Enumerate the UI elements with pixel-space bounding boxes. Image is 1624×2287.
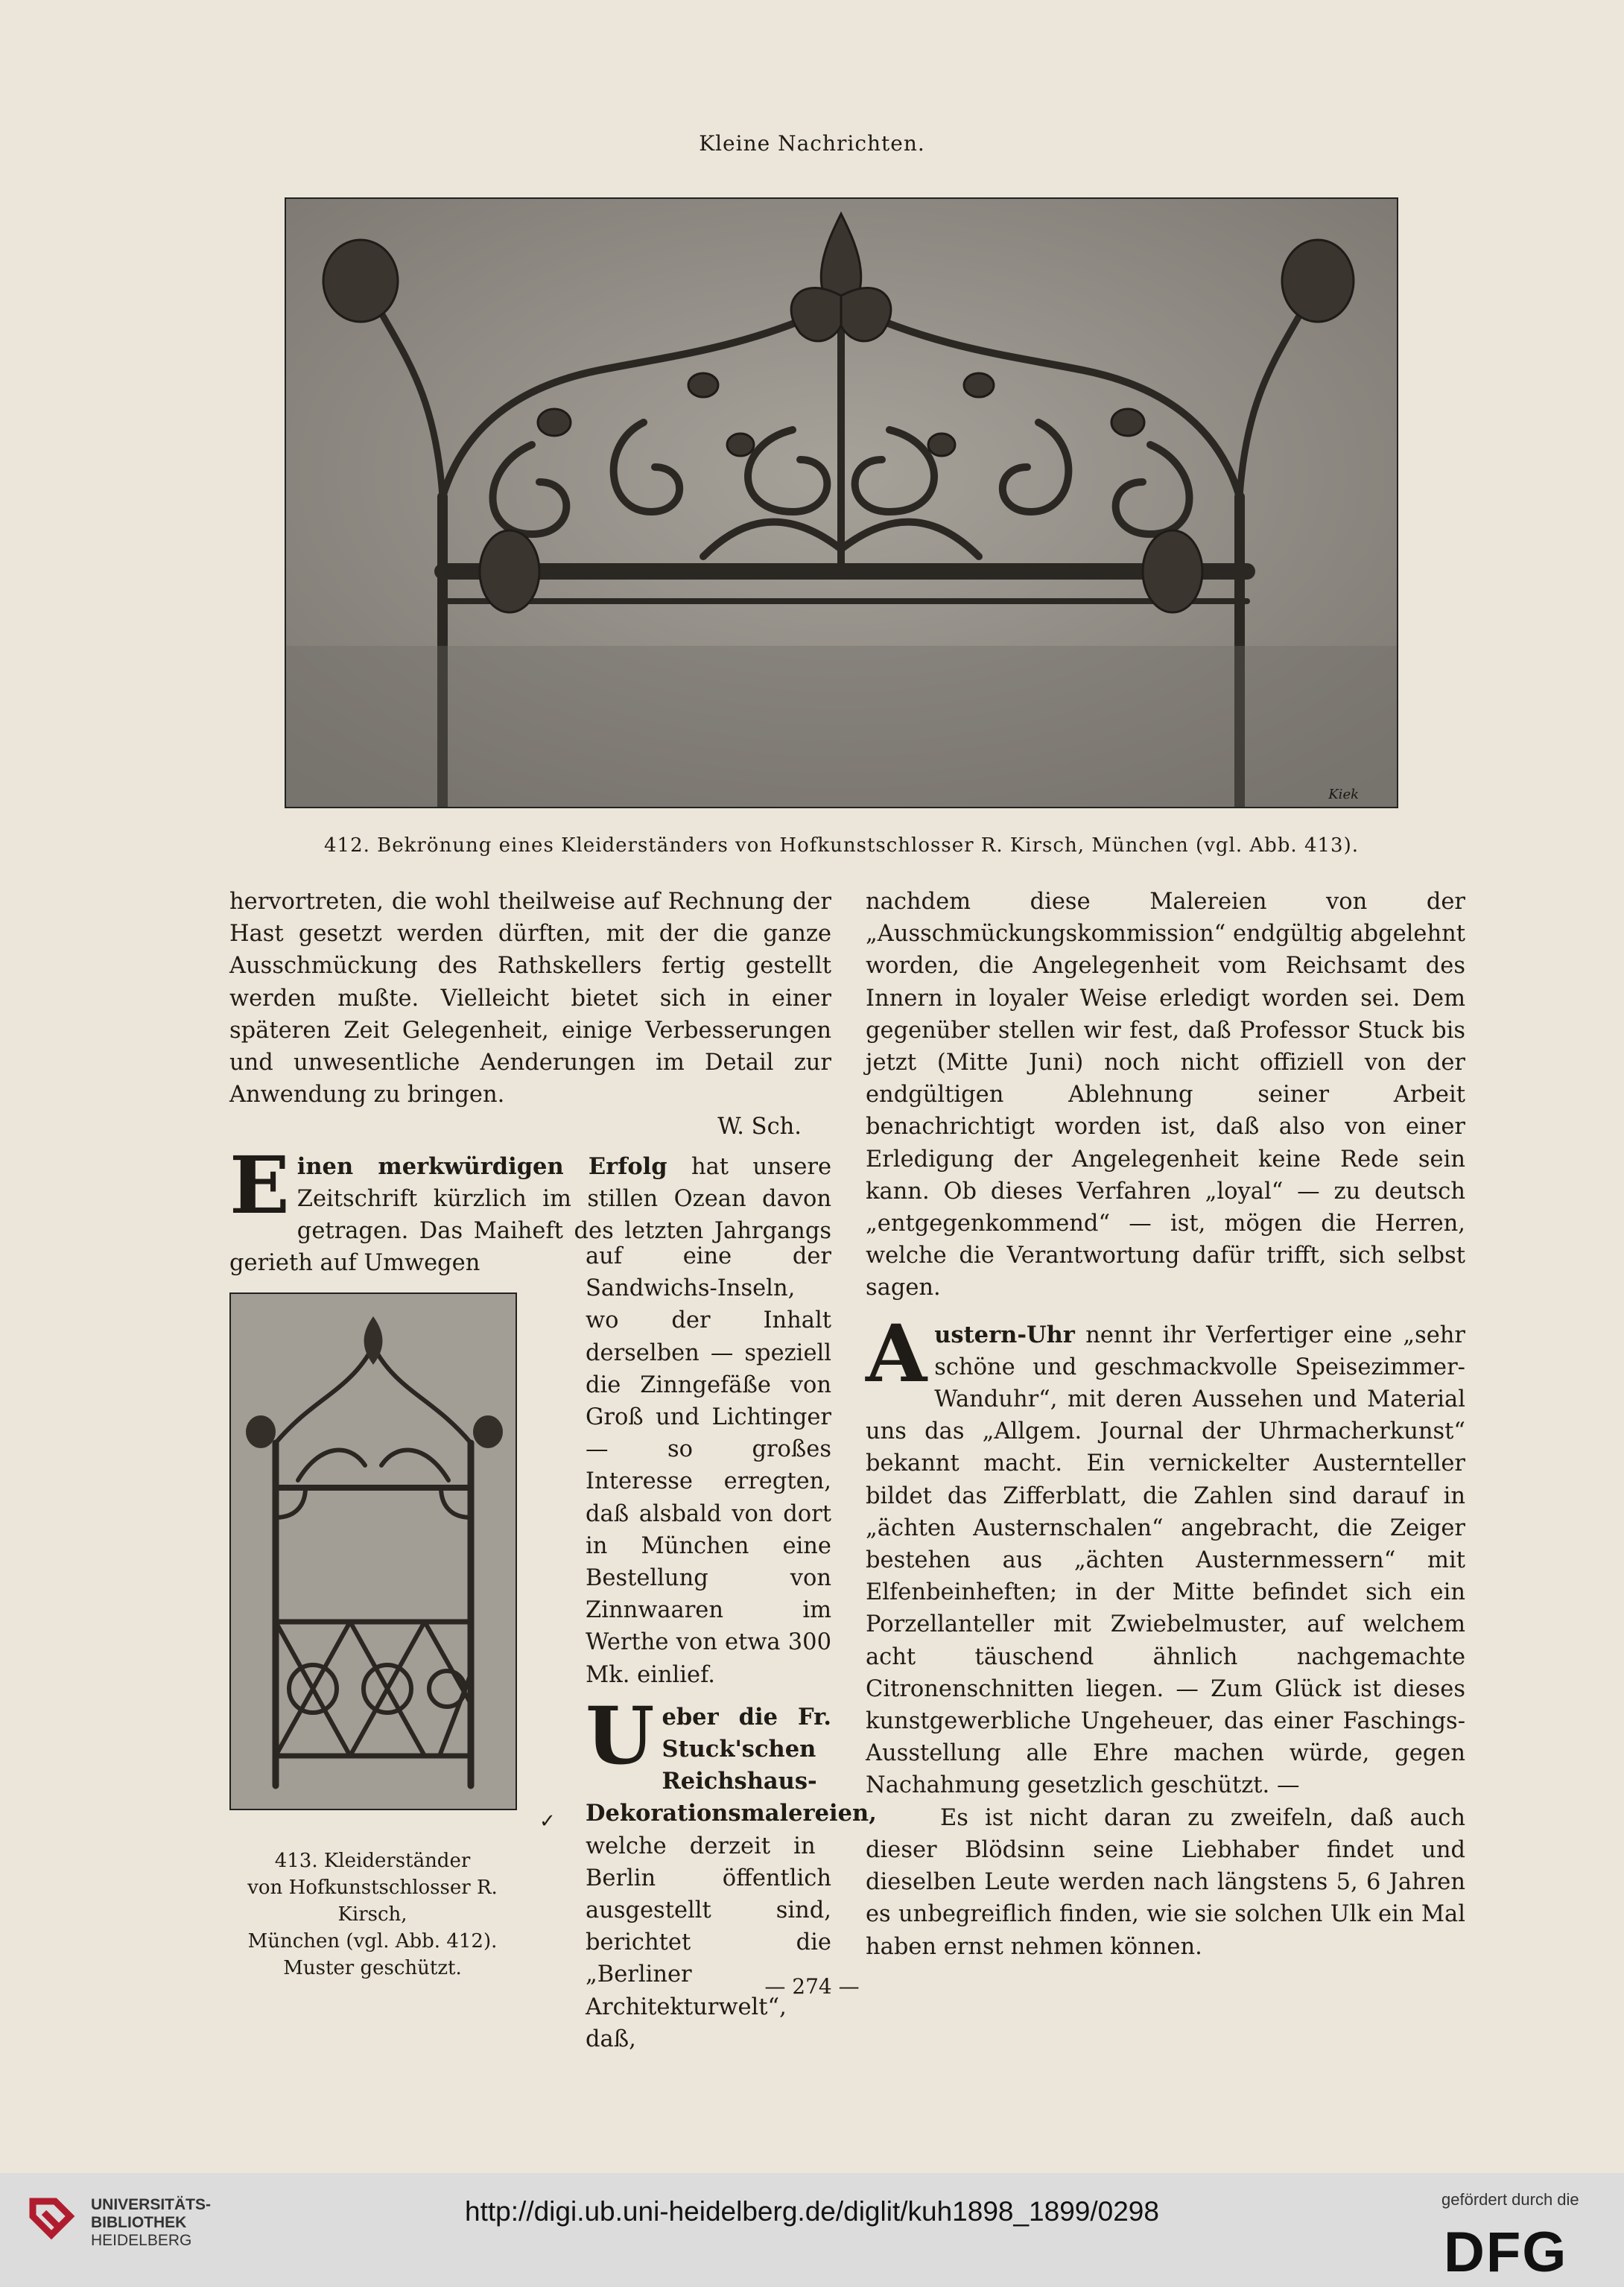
sandwich-islands-paragraph: auf eine der Sandwichs-Inseln, wo der Inhalt derselben — speziell die Zinngefäße von Groß und Lichtinger — so großes Interesse erregten, daß alsbald von dort in München eine Bestellung von Zinnwaaren im Werthe von etwa 300 Mk. einlief.: [586, 1243, 831, 1688]
library-line-1: UNIVERSITÄTS-: [91, 2196, 212, 2213]
wrought-iron-crown-illustration: [286, 199, 1397, 807]
austern-uhr-paragraph: [866, 1306, 1465, 1802]
artist-signature: Kiek: [1328, 787, 1359, 802]
clothes-stand-illustration: [231, 1294, 516, 1809]
library-line-3: HEIDELBERG: [91, 2232, 192, 2249]
dropcap-a: A: [866, 1306, 927, 1400]
stuck-continuation-paragraph: nachdem diese Malereien von der „Ausschmückungskommission“ endgültig abgelehnt worden, die Angelegenheit vom Reichsamt des Innern in loyaler Weise erledigt worden sei. Dem gegenüber stellen wir fest, daß Professor Stuck bis jetzt (Mitte Juni) noch nicht offiziell von der endgültigen Ablehnung seiner Arbeit benachrichtigt worden ist, daß also von einer Erledigung der Angelegenheit keine Rede sein kann. Ob dieses Verfahren „loyal“ — zu deutsch „entgegenkommend“ — ist, mögen die Herren, welche die Verantwortung dafür trifft, sich selbst sagen.: [866, 889, 1465, 1301]
rathskeller-paragraph: hervortreten, die wohl theilweise auf Rechnung der Hast gesetzt werden dürften, mit der die ganze Ausschmückung des Rathskellers fertig gestellt werden mußte. Vielleicht bietet sich in einer späteren Zeit Gelegenheit, einige Verbesserungen und unwesentliche Aenderungen im Detail zur Anwendung zu bringen.: [229, 889, 831, 1108]
dfg-logo: DFG: [1444, 2221, 1568, 2284]
left-column: [229, 886, 831, 1279]
bloedsinn-paragraph: Es ist nicht daran zu zweifeln, daß auch dieser Blödsinn seine Liebhaber findet und dieselben Leute werden nach längstens 5, 6 Jahren es unbegreiflich finden, wie sie solchen Ulk ein Mal haben ernst nehmen können.: [866, 1804, 1465, 1960]
running-head: Kleine Nachrichten.: [699, 131, 925, 156]
caption-line-4: Muster geschützt.: [283, 1957, 462, 1979]
right-column: [866, 886, 1465, 1963]
dropcap-e: E: [229, 1138, 290, 1231]
figure-413-photo: [229, 1292, 517, 1810]
page-number: — 274 —: [764, 1974, 860, 1999]
erfolg-text: hat unsere Zeitschrift kürzlich im stillen Ozean davon getragen. Das Maiheft des letzten Jahrgangs gerieth auf Umwegen: [229, 1153, 832, 1277]
funding-label: gefördert durch die: [1441, 2190, 1579, 2209]
stuck-paragraph: [586, 1688, 877, 2055]
austern-uhr-text: nennt ihr Verfertiger eine „sehr schöne und geschmackvolle Speisezimmer-Wanduhr“, mit deren Aussehen und Material uns das „Allgem. Journal der Uhrmacherkunst“ bekannt macht. Ein vernickelter Austernteller bildet das Zifferblatt, die Zahlen sind darauf in „ächten Austernschalen“ angebracht, die Zeiger bestehen aus „ächten Austernmessern“ mit Elfenbeinheften; in der Mitte befindet sich ein Porzellanteller mit Zwiebelmuster, auf welchem acht täuschend ähnlich nachgemachte Citronenschnitten liegen. — Zum Glück ist dieses kunstgewerbliche Ungeheuer, das einer Faschings-Ausstellung alle Ehre machen würde, gegen Nachahmung gesetzlich geschützt. —: [866, 1322, 1465, 1799]
austern-uhr-heading: ustern-Uhr: [934, 1321, 1075, 1348]
library-line-2: BIBLIOTHEK: [91, 2214, 187, 2231]
erfolg-heading: inen merkwürdigen Erfolg: [296, 1152, 667, 1180]
digitization-footer: [0, 2173, 1624, 2287]
figure-412-photo: [285, 197, 1398, 808]
pencil-mark: ✓: [539, 1810, 556, 1833]
figure-412-caption: 412. Bekrönung eines Kleiderständers von Hofkunstschlosser R. Kirsch, München (vgl. Abb. 413).: [323, 834, 1359, 857]
caption-line-2: von Hofkunstschlosser R. Kirsch,: [247, 1877, 498, 1926]
stuck-heading: eber die Fr. Stuck'schen Reichshaus-Dekorationsmalereien,: [586, 1703, 877, 1827]
caption-line-3: München (vgl. Abb. 412).: [247, 1930, 498, 1953]
permalink-url[interactable]: http://digi.ub.uni-heidelberg.de/diglit/kuh1898_1899/0298: [465, 2196, 1159, 2227]
narrow-column: [586, 1240, 877, 2055]
caption-line-1: 413. Kleiderständer: [274, 1850, 471, 1872]
author-signature: W. Sch.: [717, 1114, 802, 1141]
figure-413-caption: [216, 1847, 529, 1982]
dropcap-u: U: [586, 1688, 655, 1782]
stuck-text: welche derzeit in Berlin öffentlich ausgestellt sind, berichtet die „Berliner Architekturwelt“, daß,: [586, 1833, 831, 2052]
